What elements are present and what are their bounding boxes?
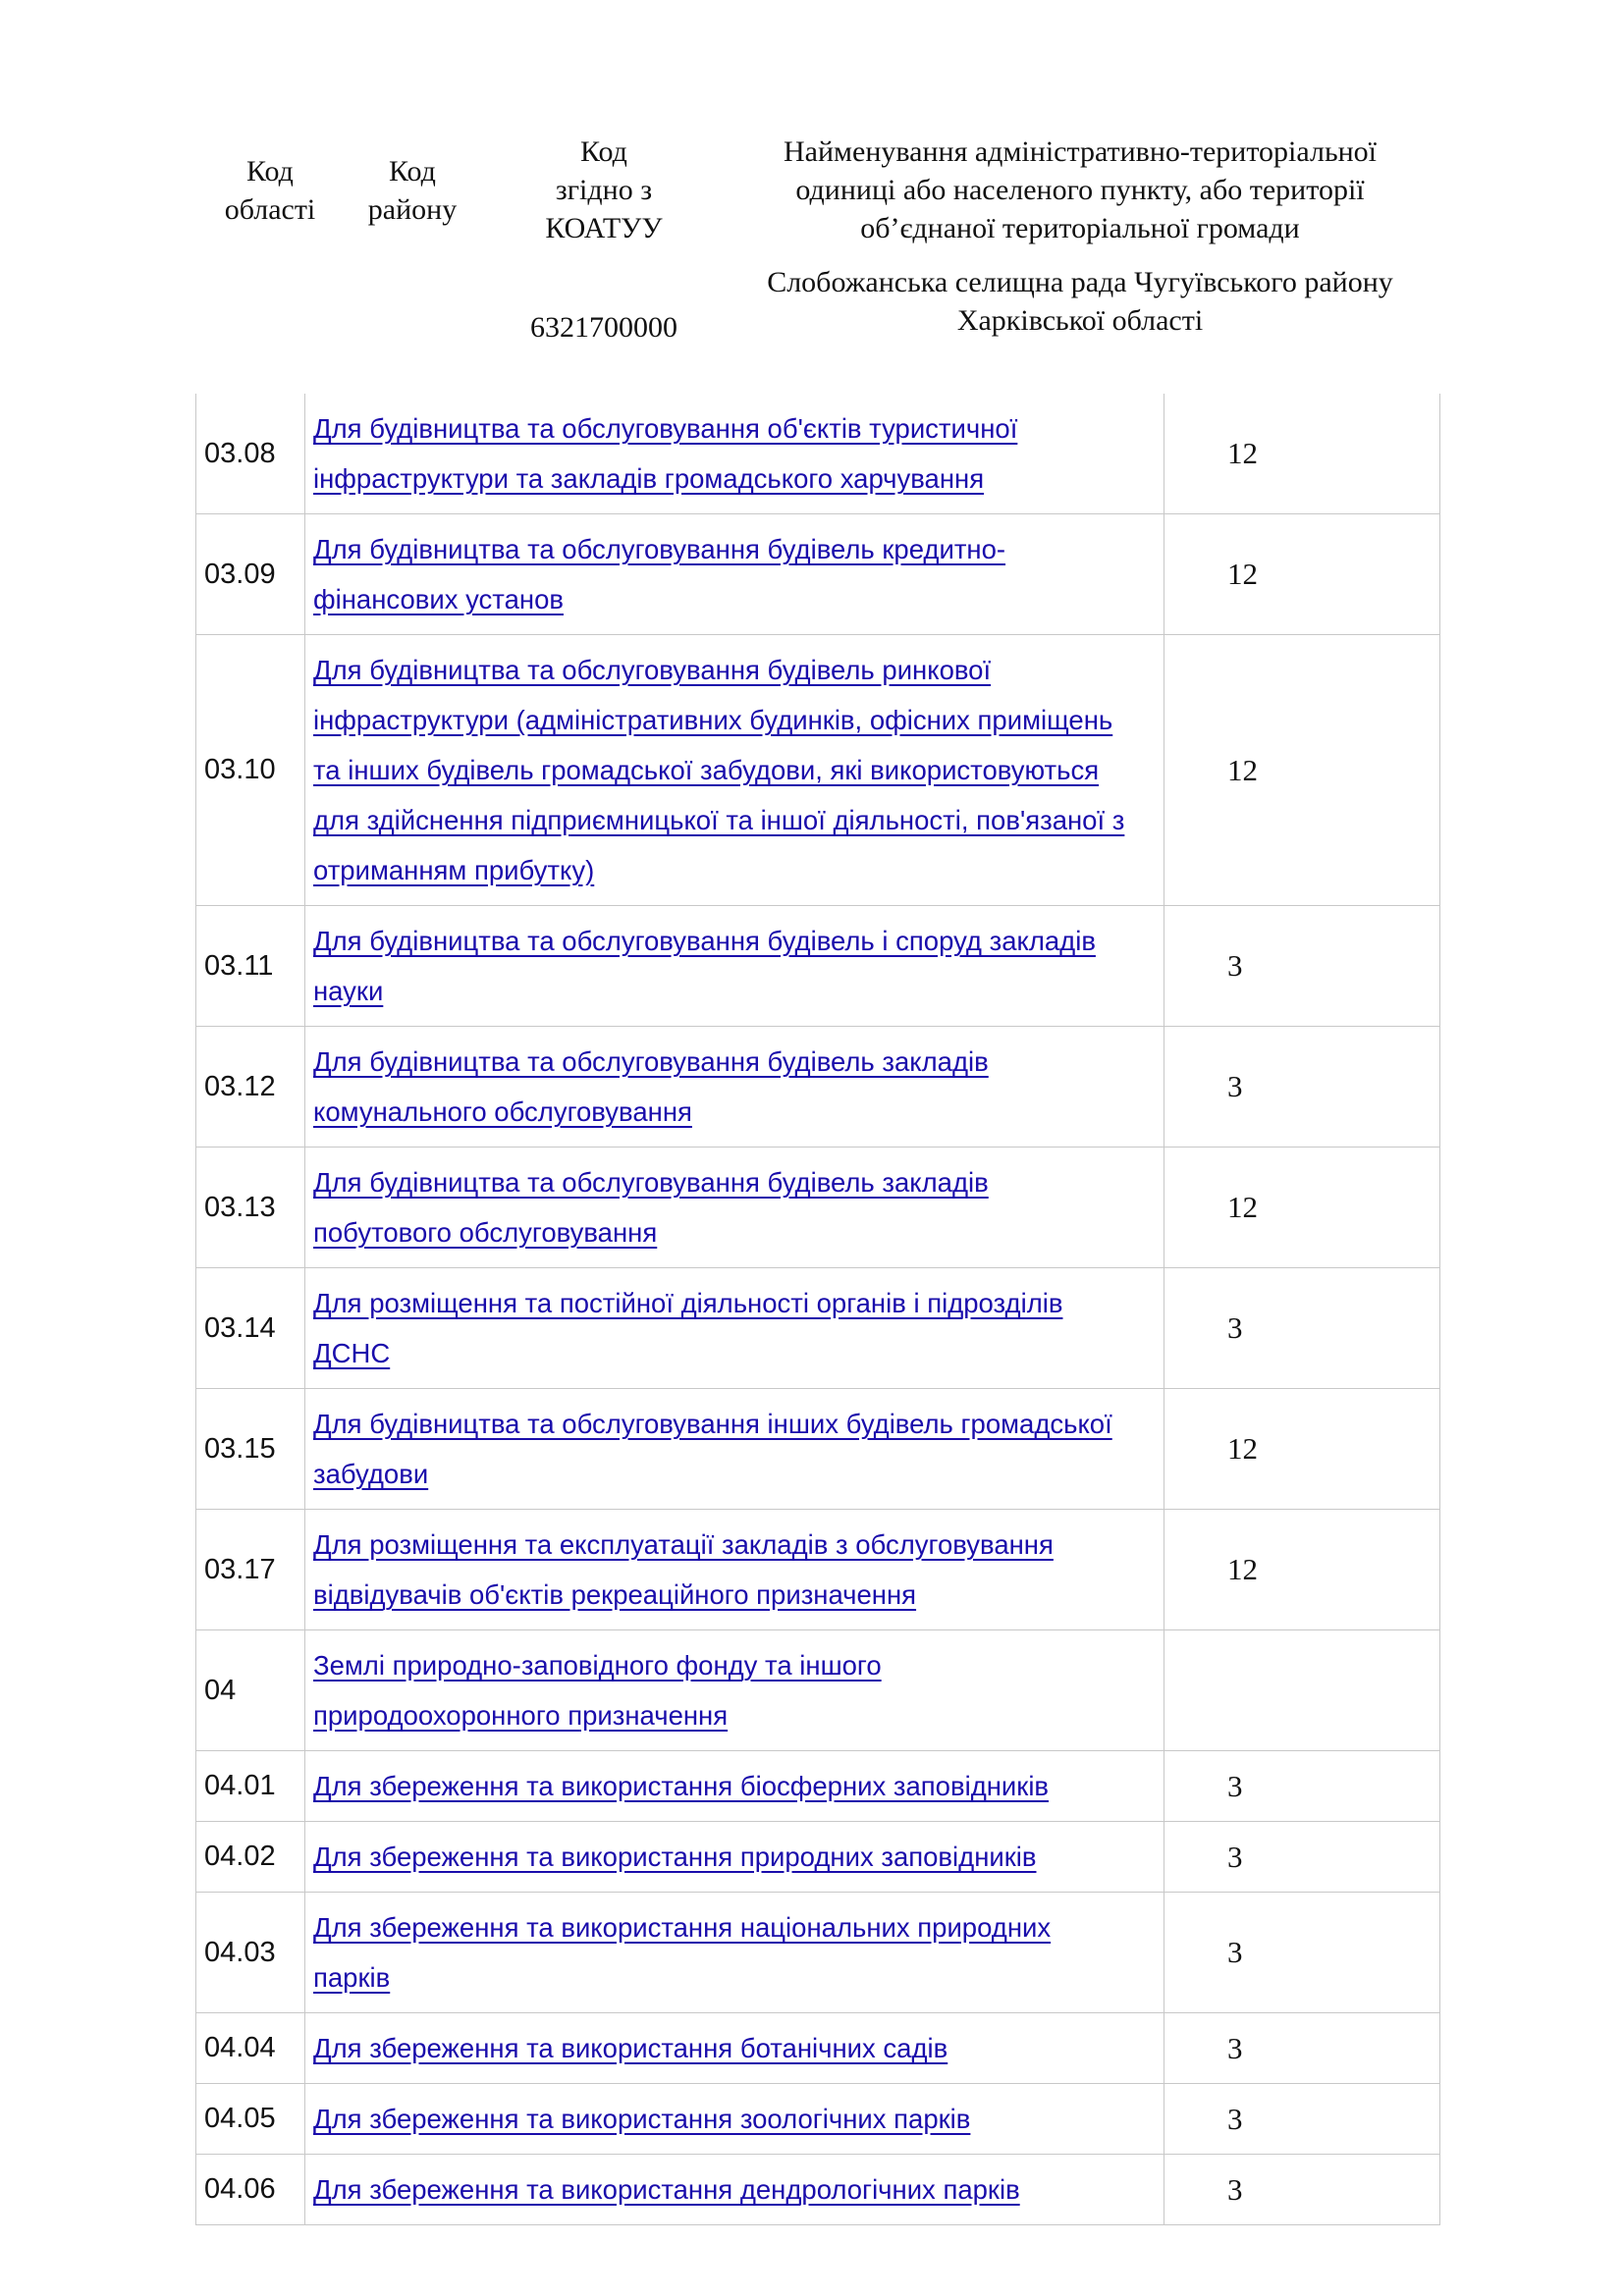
row-rate: 3: [1164, 1893, 1440, 2013]
land-purpose-text: фінансових установ: [313, 584, 564, 614]
row-name-cell: [305, 1822, 1164, 1893]
row-name-cell: [305, 2013, 1164, 2084]
table-row: [196, 2155, 1440, 2225]
row-rate: 12: [1164, 1510, 1440, 1630]
land-use-table: [195, 394, 1440, 2225]
row-name-cell: [305, 635, 1164, 906]
row-rate: 3: [1164, 1268, 1440, 1389]
row-rate: 12: [1164, 1389, 1440, 1510]
row-rate: [1164, 1630, 1440, 1751]
header-koatuu-code: [506, 133, 702, 247]
table-row: [196, 1822, 1440, 1893]
land-purpose-link[interactable]: [313, 2174, 1020, 2205]
community-name: [707, 263, 1453, 340]
row-name-cell: [305, 906, 1164, 1027]
row-name-cell: [305, 1389, 1164, 1510]
land-purpose-text: природоохоронного призначення: [313, 1700, 729, 1731]
land-purpose-link[interactable]: [313, 1650, 882, 1731]
table-row: [196, 514, 1440, 635]
row-rate: 12: [1164, 635, 1440, 906]
land-purpose-text: отриманням прибутку): [313, 855, 595, 885]
row-name-cell: [305, 1630, 1164, 1751]
land-purpose-text: побутового обслуговування: [313, 1217, 658, 1248]
land-purpose-text: Для збереження та використання національних природних: [313, 1912, 1052, 1943]
row-code: 03.15: [196, 1389, 305, 1510]
land-purpose-text: відвідувачів об'єктів рекреаційного призначення: [313, 1579, 917, 1610]
table-row: [196, 1893, 1440, 2013]
row-rate: 12: [1164, 394, 1440, 514]
row-name-cell: [305, 1751, 1164, 1822]
land-purpose-text: Для будівництва та обслуговування будівель кредитно-: [313, 534, 1006, 564]
header-unit-name: [707, 133, 1453, 247]
row-code: 04.01: [196, 1751, 305, 1822]
row-code: 04.02: [196, 1822, 305, 1893]
land-purpose-link[interactable]: [313, 655, 1124, 885]
land-purpose-link[interactable]: [313, 926, 1096, 1006]
land-purpose-text: Землі природно-заповідного фонду та іншого: [313, 1650, 882, 1681]
table-row: [196, 1148, 1440, 1268]
row-code: 04.06: [196, 2155, 305, 2225]
land-purpose-text: науки: [313, 976, 384, 1006]
land-purpose-link[interactable]: [313, 2033, 947, 2063]
land-purpose-link[interactable]: [313, 413, 1017, 494]
land-purpose-text: Для збереження та використання біосферних заповідників: [313, 1771, 1050, 1801]
land-purpose-link[interactable]: [313, 1167, 989, 1248]
table-row: [196, 1389, 1440, 1510]
land-purpose-text: для здійснення підприємницької та іншої діяльності, пов'язаної з: [313, 805, 1125, 835]
row-code: 04.05: [196, 2084, 305, 2155]
table-row: [196, 1510, 1440, 1630]
row-rate: 12: [1164, 514, 1440, 635]
header-label-line: одиниці або населеного пункту, або території: [795, 174, 1365, 206]
table-row: [196, 2013, 1440, 2084]
land-purpose-text: інфраструктури (адміністративних будинків, офісних приміщень: [313, 705, 1113, 735]
row-rate: 3: [1164, 2155, 1440, 2225]
community-name-line: Слобожанська селищна рада Чугуївського району: [767, 266, 1393, 298]
row-code: 03.09: [196, 514, 305, 635]
land-purpose-text: інфраструктури та закладів громадського харчування: [313, 463, 985, 494]
land-purpose-text: Для будівництва та обслуговування будівель ринкової: [313, 655, 992, 685]
land-purpose-text: парків: [313, 1962, 391, 1993]
row-code: 03.13: [196, 1148, 305, 1268]
row-rate: 3: [1164, 1027, 1440, 1148]
land-purpose-link[interactable]: [313, 1046, 989, 1127]
table-row: [196, 906, 1440, 1027]
land-purpose-text: Для будівництва та обслуговування будівель закладів: [313, 1167, 989, 1198]
row-code: 03.14: [196, 1268, 305, 1389]
table-row: [196, 1268, 1440, 1389]
row-name-cell: [305, 2155, 1164, 2225]
row-rate: 12: [1164, 1148, 1440, 1268]
row-name-cell: [305, 1148, 1164, 1268]
row-name-cell: [305, 394, 1164, 514]
header-label-line: Код: [389, 155, 436, 187]
land-purpose-link[interactable]: [313, 1771, 1049, 1801]
header-label-line: Код: [246, 155, 294, 187]
row-code: 03.08: [196, 394, 305, 514]
row-rate: 3: [1164, 2084, 1440, 2155]
land-purpose-text: Для будівництва та обслуговування інших будівель громадської: [313, 1409, 1112, 1439]
land-purpose-text: комунального обслуговування: [313, 1096, 692, 1127]
land-purpose-text: Для будівництва та обслуговування будівель і споруд закладів: [313, 926, 1096, 956]
header-district-code: [339, 152, 486, 229]
header-label-line: згідно з: [555, 174, 653, 206]
row-code: 03.11: [196, 906, 305, 1027]
row-name-cell: [305, 1510, 1164, 1630]
row-name-cell: [305, 514, 1164, 635]
land-purpose-text: Для будівництва та обслуговування об'єктів туристичної: [313, 413, 1018, 444]
header-label-line: області: [224, 193, 316, 226]
land-purpose-text: Для збереження та використання зоологічних парків: [313, 2104, 971, 2134]
row-code: 04.04: [196, 2013, 305, 2084]
row-code: 03.12: [196, 1027, 305, 1148]
land-purpose-text: ДСНС: [313, 1338, 391, 1368]
community-name-line: Харківської області: [956, 304, 1204, 337]
land-purpose-link[interactable]: [313, 1842, 1037, 1872]
table-row: [196, 1630, 1440, 1751]
table-row: [196, 394, 1440, 514]
header-label-line: об’єднаної територіальної громади: [860, 212, 1300, 244]
koatuu-value: 6321700000: [530, 311, 677, 344]
row-name-cell: [305, 1268, 1164, 1389]
row-code: 04: [196, 1630, 305, 1751]
table-row: [196, 635, 1440, 906]
header-label-line: Найменування адміністративно-територіальної: [783, 135, 1378, 168]
row-code: 03.10: [196, 635, 305, 906]
row-code: 04.03: [196, 1893, 305, 2013]
land-purpose-link[interactable]: [313, 534, 1005, 614]
row-rate: 3: [1164, 906, 1440, 1027]
land-purpose-text: Для розміщення та постійної діяльності органів і підрозділів: [313, 1288, 1063, 1318]
land-purpose-link[interactable]: [313, 2104, 970, 2134]
row-name-cell: [305, 2084, 1164, 2155]
header-label-line: Код: [580, 135, 627, 168]
land-purpose-link[interactable]: [313, 1529, 1054, 1610]
table-row: [196, 1027, 1440, 1148]
row-rate: 3: [1164, 1822, 1440, 1893]
header-region-code: [196, 152, 344, 229]
land-purpose-text: Для збереження та використання ботанічних садів: [313, 2033, 948, 2063]
row-rate: 3: [1164, 1751, 1440, 1822]
land-purpose-text: забудови: [313, 1459, 429, 1489]
table-row: [196, 2084, 1440, 2155]
land-purpose-text: Для збереження та використання природних заповідників: [313, 1842, 1037, 1872]
row-rate: 3: [1164, 2013, 1440, 2084]
header-label-line: району: [367, 193, 458, 226]
land-purpose-text: Для розміщення та експлуатації закладів з обслуговування: [313, 1529, 1054, 1560]
row-name-cell: [305, 1893, 1164, 2013]
table-row: [196, 1751, 1440, 1822]
land-purpose-link[interactable]: [313, 1409, 1112, 1489]
row-name-cell: [305, 1027, 1164, 1148]
land-purpose-text: та інших будівель громадської забудови, які використовуються: [313, 755, 1100, 785]
land-purpose-text: Для збереження та використання дендрологічних парків: [313, 2174, 1020, 2205]
land-purpose-link[interactable]: [313, 1912, 1051, 1993]
header-label-line: КОАТУУ: [545, 212, 663, 244]
land-purpose-text: Для будівництва та обслуговування будівель закладів: [313, 1046, 989, 1077]
row-code: 03.17: [196, 1510, 305, 1630]
land-purpose-link[interactable]: [313, 1288, 1062, 1368]
